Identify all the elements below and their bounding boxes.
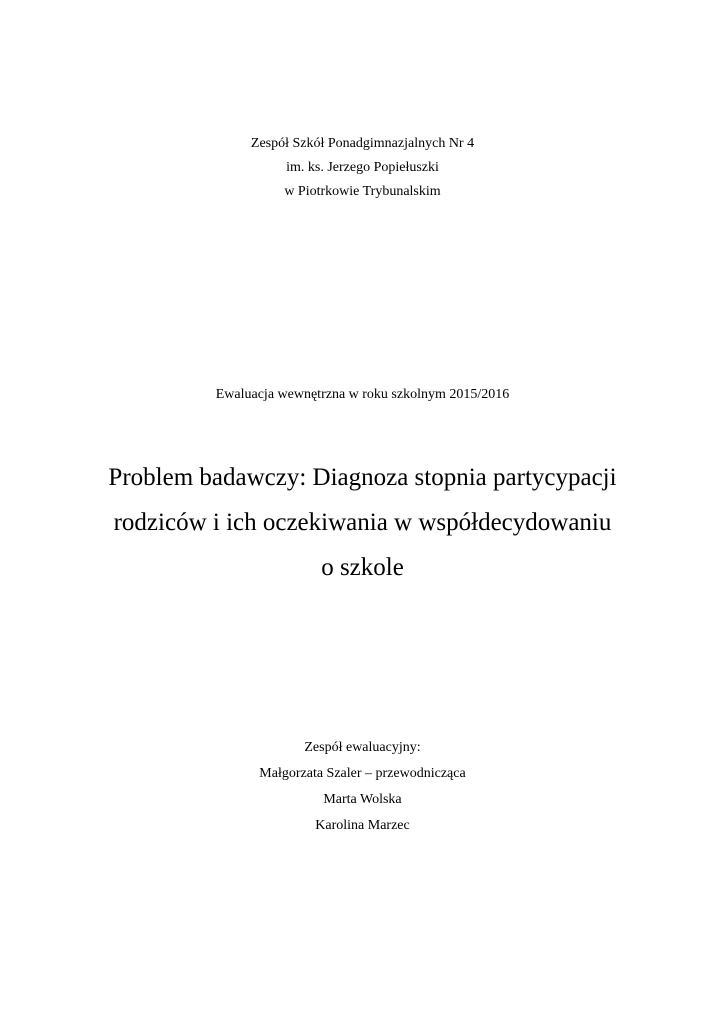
team-member: Karolina Marzec: [315, 818, 410, 833]
evaluation-team: [0, 735, 725, 839]
title-line-2: rodziców i ich oczekiwania w współdecydowaniu: [113, 509, 612, 536]
school-location: w Piotrkowie Trybunalskim: [284, 184, 441, 199]
team-heading: Zespół ewaluacyjny:: [304, 740, 421, 755]
evaluation-info: [0, 383, 725, 407]
evaluation-text: Ewaluacja wewnętrzna w roku szkolnym 2015/2016: [215, 387, 510, 402]
team-member: Marta Wolska: [323, 792, 402, 807]
title-line-1: Problem badawczy: Diagnoza stopnia partycypacji: [108, 464, 617, 491]
team-member: Małgorzata Szaler – przewodnicząca: [259, 766, 466, 781]
school-patron: im. ks. Jerzego Popiełuszki: [286, 160, 439, 175]
document-title: [0, 455, 725, 590]
title-line-3: o szkole: [321, 554, 404, 581]
school-name: Zespół Szkół Ponadgimnazjalnych Nr 4: [250, 136, 475, 151]
school-header: [0, 132, 725, 204]
